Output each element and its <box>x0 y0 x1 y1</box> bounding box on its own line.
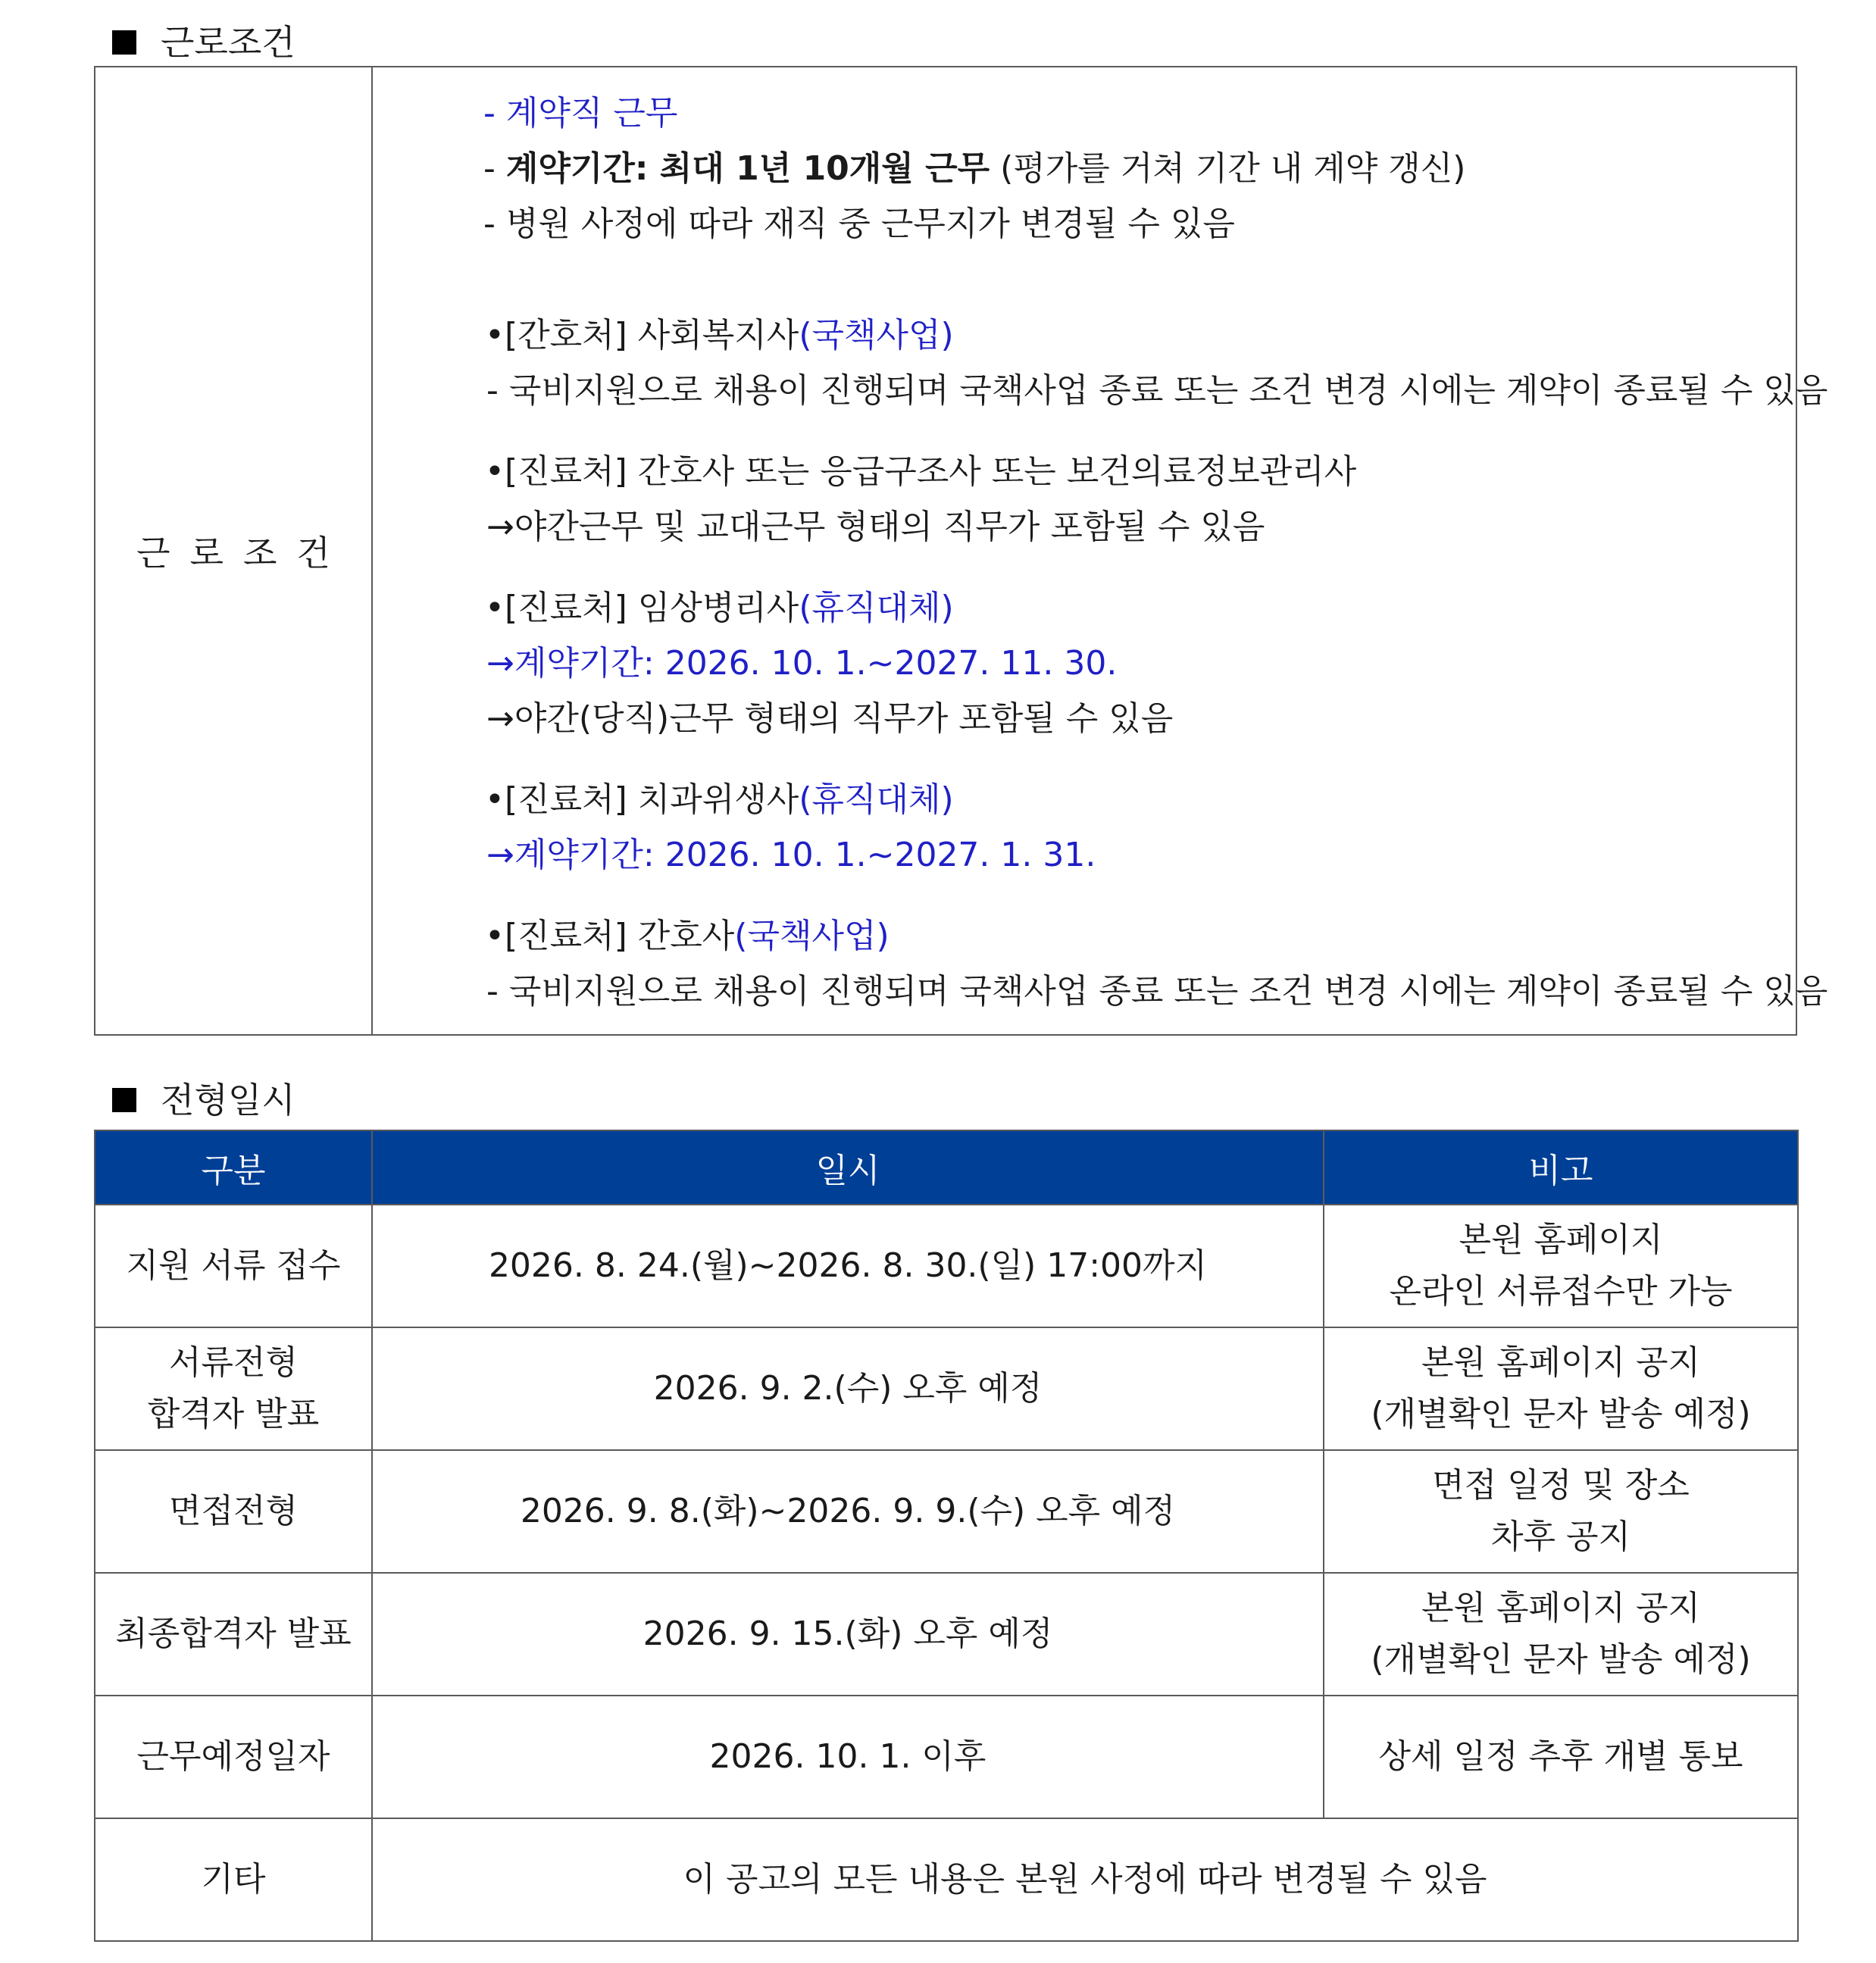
row-label: 근무예정일자 <box>95 1696 372 1818</box>
row-date: 2026. 10. 1. 이후 <box>372 1696 1324 1818</box>
row-note: 본원 홈페이지 온라인 서류접수만 가능 <box>1324 1205 1798 1327</box>
other-text: 이 공고의 모든 내용은 본원 사정에 따라 변경될 수 있음 <box>372 1818 1798 1941</box>
nurse-national-item: •[진료처] 간호사(국책사업) <box>485 917 890 955</box>
contract-type-line: - 계약직 근무 <box>483 94 678 133</box>
table-row <box>95 1327 1798 1450</box>
row-date: 2026. 8. 24.(월)~2026. 8. 30.(일) 17:00까지 <box>372 1205 1324 1327</box>
other-label: 기타 <box>95 1818 372 1941</box>
table-row <box>95 1696 1798 1818</box>
workplace-change-line: - 병원 사정에 따라 재직 중 근무지가 변경될 수 있음 <box>483 205 1235 243</box>
header-date: 일시 <box>372 1130 1324 1205</box>
social-worker-note: - 국비지원으로 채용이 진행되며 국책사업 종료 또는 조건 변경 시에는 계약이 종료될 수 있음 <box>486 371 1828 410</box>
nurse-national-note: - 국비지원으로 채용이 진행되며 국책사업 종료 또는 조건 변경 시에는 계약이 종료될 수 있음 <box>486 972 1828 1011</box>
clinical-pathologist-period: →계약기간: 2026. 10. 1.~2027. 11. 30. <box>486 644 1118 683</box>
row-date: 2026. 9. 15.(화) 오후 예정 <box>372 1573 1324 1696</box>
nurse-emt-item: •[진료처] 간호사 또는 응급구조사 또는 보건의료정보관리사 <box>485 452 1357 491</box>
table-row-other <box>95 1818 1798 1941</box>
square-bullet-icon <box>112 30 136 55</box>
row-note: 상세 일정 추후 개별 통보 <box>1324 1696 1798 1818</box>
clinical-pathologist-item: •[진료처] 임상병리사(휴직대체) <box>485 589 954 627</box>
row-date: 2026. 9. 8.(화)~2026. 9. 9.(수) 오후 예정 <box>372 1450 1324 1573</box>
row-date: 2026. 9. 2.(수) 오후 예정 <box>372 1327 1324 1450</box>
working-conditions-content <box>373 67 1828 1034</box>
working-conditions-label: 근로조건 <box>95 67 373 1034</box>
schedule-heading <box>112 1077 295 1123</box>
header-category: 구분 <box>95 1130 372 1205</box>
clinical-pathologist-note: →야간(당직)근무 형태의 직무가 포함될 수 있음 <box>486 699 1174 738</box>
row-note: 면접 일정 및 장소 차후 공지 <box>1324 1450 1798 1573</box>
working-conditions-title: 근로조건 <box>161 22 295 63</box>
row-note: 본원 홈페이지 공지 (개별확인 문자 발송 예정) <box>1324 1327 1798 1450</box>
dental-hygienist-item: •[진료처] 치과위생사(휴직대체) <box>485 780 954 819</box>
schedule-table <box>94 1130 1799 1942</box>
dental-hygienist-period: →계약기간: 2026. 10. 1.~2027. 1. 31. <box>486 836 1096 874</box>
square-bullet-icon <box>112 1088 136 1112</box>
row-label: 면접전형 <box>95 1450 372 1573</box>
social-worker-item: •[간호처] 사회복지사(국책사업) <box>485 316 954 355</box>
header-note: 비고 <box>1324 1130 1798 1205</box>
row-label: 서류전형 합격자 발표 <box>95 1327 372 1450</box>
nurse-emt-note: →야간근무 및 교대근무 형태의 직무가 포함될 수 있음 <box>486 508 1265 546</box>
contract-period-line: - 계약기간: 최대 1년 10개월 근무 (평가를 거쳐 기간 내 계약 갱신) <box>483 149 1466 188</box>
table-row <box>95 1573 1798 1696</box>
table-row <box>95 1450 1798 1573</box>
working-conditions-table <box>94 66 1828 1036</box>
table-header-row <box>95 1130 1798 1205</box>
row-label: 지원 서류 접수 <box>95 1205 372 1327</box>
table-row <box>95 1205 1798 1327</box>
schedule-title: 전형일시 <box>161 1080 295 1121</box>
row-note: 본원 홈페이지 공지 (개별확인 문자 발송 예정) <box>1324 1573 1798 1696</box>
working-conditions-heading <box>112 20 295 65</box>
row-label: 최종합격자 발표 <box>95 1573 372 1696</box>
